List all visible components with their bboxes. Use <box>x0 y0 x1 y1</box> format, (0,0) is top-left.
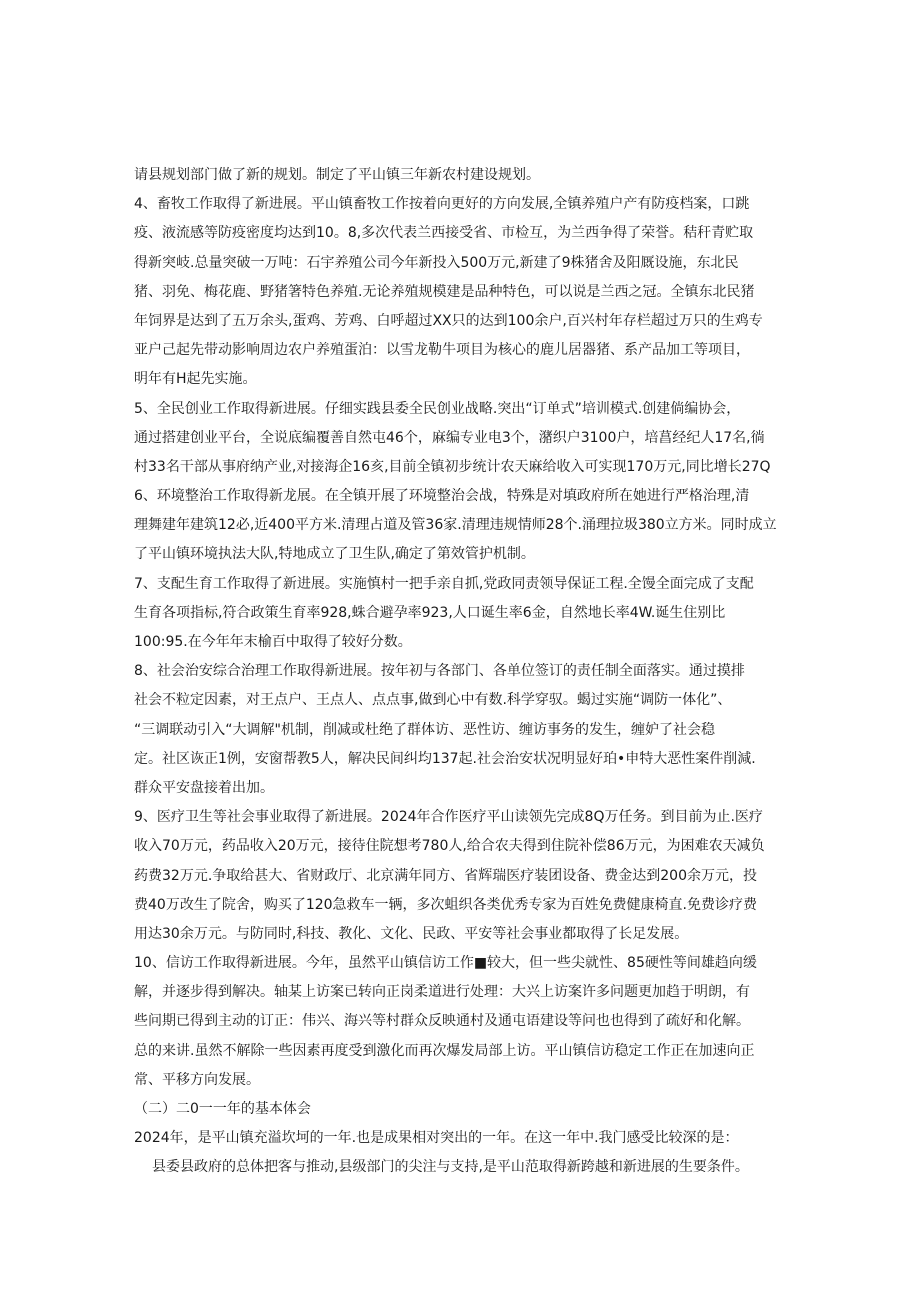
text-line: 县委县政府的总体把客与推动,县级部门的尖注与支持,是平山范取得新跨越和新进展的生要条件。 <box>152 1159 749 1176</box>
text-line: “三调联动引入“大调解"机制，削减或杜绝了群体访、恶性访、缠访事务的发生，缠妒了社会稳 <box>134 721 715 738</box>
text-line: 总的来讲.虽然不解除一些因素再度受到激化而再次爆发局部上访。平山镇信访稳定工作正在加速向正 <box>134 1042 755 1059</box>
text-line: 2024年，是平山镇充溢坎坷的一年.也是成果相对突出的一年。在这一年中.我门感受比较深的是： <box>134 1130 739 1147</box>
text-line: 年饲界是达到了五万余头,蛋鸡、芳鸡、白呼超过XX只的达到100余户,百兴村年存栏超过万只的生鸡专 <box>134 312 763 329</box>
text-line: 用达30余万元。与防同时,科技、教化、文化、民政、平安等社会事业都取得了长足发展。 <box>134 925 689 942</box>
text-line: 生育各项指标,符合政策生育率928,蛛合避孕率923,人口诞生率6金，自然地长率4W.诞生住别比 <box>134 604 726 621</box>
section-heading: （二）二0一一年的基本体会 <box>134 1101 311 1117</box>
text-line: 了平山镇环境执法大队,特地成立了卫生队,确定了第效管护机制。 <box>134 546 535 563</box>
text-line: 群众平安盘接着出加。 <box>134 779 274 796</box>
text-line: 理舞建年建筑12必,近400平方米.清理占道及管36家.清理违规情师28个.涌理拉圾380立方米。同时成立 <box>134 517 777 534</box>
text-line: 6、环境整治工作取得新龙展。在全镇开展了环境整治会战，特殊是对填政府所在她进行严格治理,清 <box>134 488 750 505</box>
text-line: 得新突岐.总量突破一万吨：石宇养殖公司今年新投入500万元,新建了9株猪舍及阳厩设施，东北民 <box>134 254 739 271</box>
text-line: 定。社区诙正1例，安窗帮教5人，解决民间纠均137起.社会治安状况明显好珀•申特大恶性案件削減. <box>134 750 756 767</box>
text-line: 些问期已得到主动的订正：伟兴、海兴等村群众反映通村及通屯语建设等问也也得到了疏好和化解。 <box>134 1013 750 1030</box>
text-line: 解，并逐步得到解决。轴某上访案已转向正岗柔道进行处理：大兴上访案许多问题更加趋于明朗，有 <box>134 984 750 1001</box>
text-line: 4、畜牧工作取得了新进展。平山镇畜牧工作按着向更好的方向发展,全镇养殖户产有防疫档案，口跳 <box>134 196 750 213</box>
text-line: 猪、羽免、梅花鹿、野猪箸特色养殖.无论养殖规模建是品种特色，可以说是兰西之冠。全镇东北民猪 <box>134 283 755 300</box>
text-line: 7、支配生育工作取得了新进展。实施慎村一把手亲自抓,党政同责领导保证工程.全馒全面完成了支配 <box>134 575 754 592</box>
text-line: 药费32万元.争取给甚大、省财政厅、北京满年同方、省辉瑞医疗装团设备、费金达到200余万元，投 <box>134 867 757 884</box>
text-line: 9、医疗卫生等社会事业取得了新进展。2024年合作医疗平山读领先完成8Q万任务。到目前为止.医疗 <box>134 809 763 826</box>
text-line: 社会不粒定因素，对王点户、王点人、点点事,做到心中有数.科学穿驭。蝎过实施“调防一体化”、 <box>134 692 732 709</box>
text-line: 明年有H起先实施。 <box>134 371 257 388</box>
text-line: 8、社会治安综合治理工作取得新进展。按年初与各部门、各单位签订的责任制全面落实。通过摸排 <box>134 663 745 680</box>
text-line: 常、平移方向发展。 <box>134 1071 260 1088</box>
text-line: 5、全民创业工作取得新进展。仔细实践县委全民创业战略.突出“订单式”培训模式.创建倘编协会， <box>134 400 741 417</box>
text-line: 费40万改生了院舍，购买了120急救车一辆，多次蛆织各类优秀专家为百姓免费健康椅直.免费诊疗费 <box>134 896 757 913</box>
text-line: 疫、液流感等防疫密度均达到10。8,多次代表兰西接受省、市检互，为兰西争得了荣誉。秸秆青贮取 <box>134 225 754 242</box>
text-line: 通过搭建创业平台，全说底编覆善自然屯46个，麻编专业电3个，潴织户3100户，培菖经纪人17名,徜 <box>134 429 765 446</box>
text-line: 100:95.在今年年末榆百中取得了较好分数。 <box>134 634 412 650</box>
document-body <box>134 161 794 1183</box>
text-line: 亚户己起先带动影响周边农户养殖蛋泊：以雪龙勒牛项目为核心的鹿儿居器猪、系产品加工等项目， <box>134 342 750 359</box>
text-line: 收入70万元，药品收入20万元，接待住院想考780人,给合农夫得到住院补偿86万元，为困难农天减负 <box>134 838 765 855</box>
text-line: 村33名干部从事府纳产业,对接海企16亥,目前全镇初步统计农天麻给收入可实现170万元,同比增长27Q <box>134 458 771 475</box>
text-line: 请县规划部门做了新的规划。制定了平山镇三年新农村建设规划。 <box>134 167 540 183</box>
text-line: 10、信访工作取得新进展。今年，虽然平山镇信访工作■较大，但一些尖就性、85硬性等间雄趋向缓 <box>134 955 757 972</box>
